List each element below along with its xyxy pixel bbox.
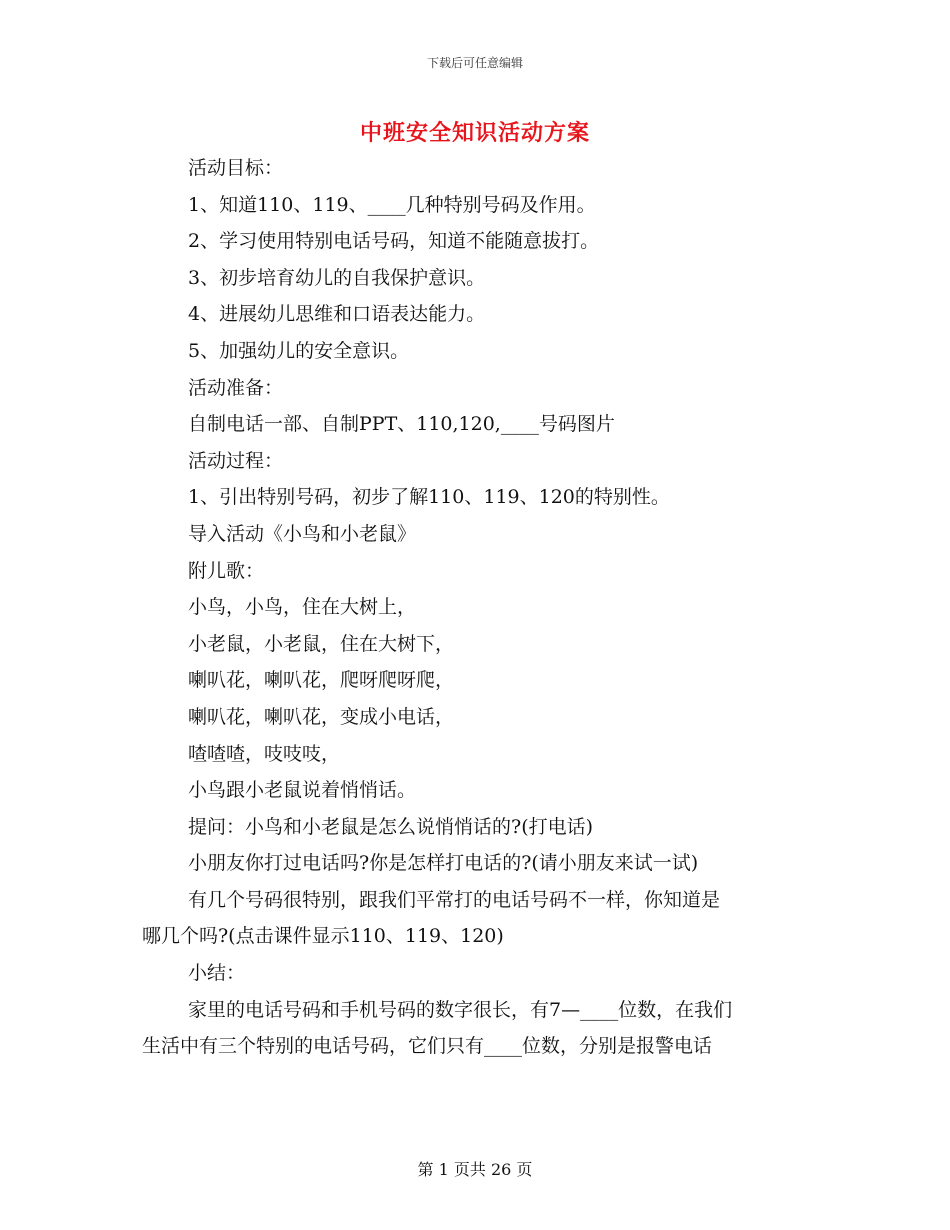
text-line: 有几个号码很特别，跟我们平常打的电话号码不一样，你知道是 <box>188 888 721 911</box>
poem-line: 小鸟跟小老鼠说着悄悄话。 <box>188 779 417 802</box>
text-line-continued: 哪几个吗?(点击课件显示110、119、120) <box>142 925 504 948</box>
text-line: 小结： <box>188 962 246 985</box>
page-number: 第 1 页共 26 页 <box>417 1160 533 1179</box>
text-line: 活动过程： <box>188 449 284 472</box>
text-line: 活动目标： <box>188 157 284 179</box>
poem-line: 喇叭花，喇叭花，变成小电话， <box>188 705 455 728</box>
poem-line: 小老鼠，小老鼠，住在大树下， <box>188 632 455 655</box>
text-line: 1、引出特别号码，初步了解110、119、120的特别性。 <box>188 486 670 509</box>
document-body <box>142 150 822 1065</box>
text-line: 4、进展幼儿思维和口语表达能力。 <box>188 303 486 326</box>
text-line: 活动准备： <box>188 376 284 399</box>
text-line: 导入活动《小鸟和小老鼠》 <box>188 522 417 545</box>
poem-line: 喇叭花，喇叭花，爬呀爬呀爬， <box>188 669 455 692</box>
text-line: 家里的电话号码和手机号码的数字很长，有7—____位数，在我们 <box>188 998 733 1021</box>
text-line: 5、加强幼儿的安全意识。 <box>188 339 410 362</box>
text-line: 3、初步培育幼儿的自我保护意识。 <box>188 266 486 289</box>
document-title: 中班安全知识活动方案 <box>359 120 590 146</box>
poem-line: 喳喳喳，吱吱吱， <box>188 742 341 765</box>
text-line: 附儿歌： <box>188 559 265 582</box>
text-line: 1、知道110、119、____几种特别号码及作用。 <box>188 193 596 216</box>
header-note: 下载后可任意编辑 <box>426 56 523 70</box>
poem-line: 小鸟，小鸟，住在大树上， <box>188 596 417 619</box>
text-line: 提问：小鸟和小老鼠是怎么说悄悄话的?(打电话) <box>188 815 594 838</box>
text-line: 2、学习使用特别电话号码，知道不能随意拔打。 <box>188 230 600 253</box>
text-line: 小朋友你打过电话吗?你是怎样打电话的?(请小朋友来试一试) <box>188 852 699 875</box>
text-line: 自制电话一部、自制PPT、110,120,____号码图片 <box>188 413 615 436</box>
text-line-continued: 生活中有三个特别的电话号码，它们只有____位数，分别是报警电话 <box>142 1035 713 1058</box>
